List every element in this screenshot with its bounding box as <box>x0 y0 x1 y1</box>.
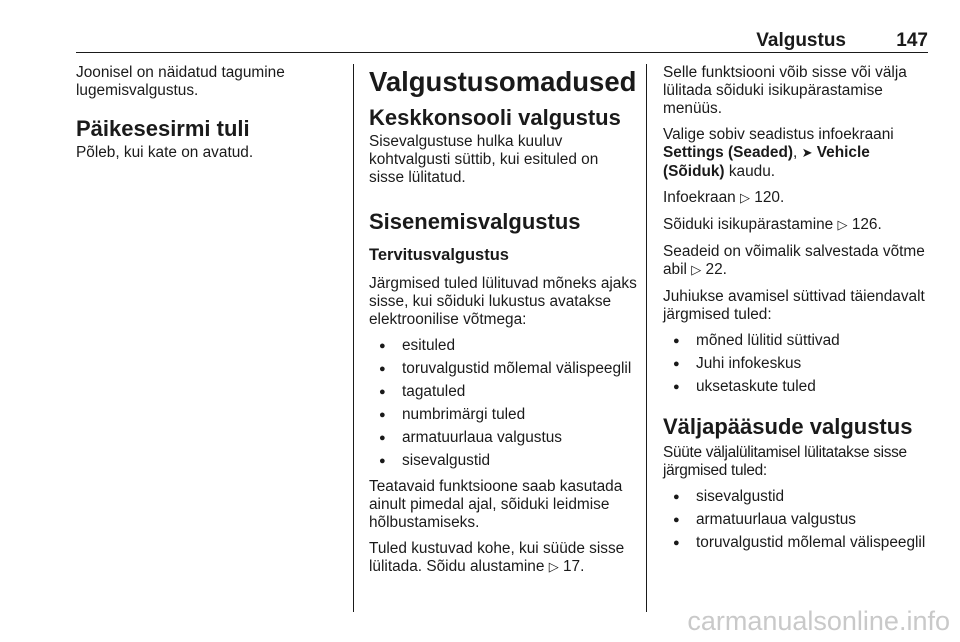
driver-door-lights-list <box>663 332 931 396</box>
page-reference[interactable]: 22. <box>705 261 727 278</box>
list-item: ● toruvalgustid mõlemal välispeeglil <box>369 360 637 378</box>
list-item: ● armatuurlaua valgustus <box>369 429 637 447</box>
column-divider-1 <box>353 64 354 612</box>
heading-console-lighting: Keskkonsooli valgustus <box>369 105 621 130</box>
page-reference-icon: ▷ <box>548 560 559 575</box>
reading-light-text: Joonisel on näidatud tagumine lugemisvalgustus. <box>76 64 285 99</box>
section-title: Valgustus <box>756 30 846 51</box>
page-number: 147 <box>896 30 928 51</box>
page-reference[interactable]: 126. <box>851 216 882 233</box>
heading-exit-lighting: Väljapääsude valgustus <box>663 414 913 439</box>
page-reference[interactable]: 17. <box>562 558 585 575</box>
header-divider <box>76 52 928 53</box>
list-item: ● sisevalgustid <box>369 452 637 470</box>
column-divider-2 <box>646 64 647 612</box>
heading-sun-visor-light: Päikesesirmi tuli <box>76 116 250 141</box>
driver-door-text: Juhiukse avamisel süttivad täiendavalt järgmised tuled: <box>663 288 925 323</box>
page-reference-icon: ▷ <box>837 218 848 233</box>
settings-menu-label: Settings (Seaded) <box>663 144 793 161</box>
list-item: ● tagatuled <box>369 383 637 401</box>
lights-off-text: Tuled kustuvad kohe, kui süüde sisse lülitada. Sõidu alustamine ▷ 17. <box>369 540 625 575</box>
toggle-function-text: Selle funktsiooni võib sisse või välja lülitada sõiduki isikupärastamise menüüs. <box>663 64 907 117</box>
sun-visor-text: Põleb, kui kate on avatud. <box>76 144 254 161</box>
welcome-lights-list <box>369 337 637 470</box>
personalization-ref: Sõiduki isikupärastamine ▷ 126. <box>663 216 882 233</box>
exit-lighting-text: Süüte väljalülitamisel lülitatakse sisse järgmised tuled: <box>663 444 907 479</box>
column-2 <box>369 64 637 585</box>
darkness-note-text: Teatavaid funktsioone saab kasutada ainult pimedal ajal, sõiduki leidmise hõlbustamiseks. <box>369 478 623 531</box>
list-item: ● Juhi infokeskus <box>663 355 931 373</box>
list-item: ● uksetaskute tuled <box>663 378 931 396</box>
welcome-lighting-text: Järgmised tuled lülituvad mõneks ajaks sisse, kui sõiduki lukustus avatakse elektroonilise võtmega: <box>369 275 637 328</box>
exit-lights-list <box>663 488 931 552</box>
watermark: carmanualsonline.info <box>687 606 950 636</box>
column-1 <box>76 64 344 170</box>
page-reference[interactable]: 120. <box>754 189 785 206</box>
key-settings-ref: Seadeid on võimalik salvestada võtme abil ▷ 22. <box>663 243 925 278</box>
heading-lighting-features: Valgustusomadused <box>369 66 637 97</box>
console-lighting-text: Sisevalgustuse hulka kuuluv kohtvalgusti süttib, kui esituled on sisse lülitatud. <box>369 133 599 186</box>
page-header <box>76 30 928 52</box>
column-3 <box>663 64 931 560</box>
info-display-ref: Infoekraan ▷ 120. <box>663 189 785 206</box>
vehicle-menu-label: Vehicle (Sõiduk) <box>663 144 870 180</box>
list-item: ● toruvalgustid mõlemal välispeeglil <box>663 534 931 552</box>
page-reference-icon: ▷ <box>691 263 702 278</box>
settings-path-text: Valige sobiv seadistus infoekraani Settings (Seaded), ➤ Vehicle (Sõiduk) kaudu. <box>663 126 894 180</box>
list-item: ● mõned lülitid süttivad <box>663 332 931 350</box>
heading-entry-lighting: Sisenemisvalgustus <box>369 209 581 234</box>
list-item: ● esituled <box>369 337 637 355</box>
list-item: ● sisevalgustid <box>663 488 931 506</box>
menu-arrow-icon: ➤ <box>801 146 813 161</box>
heading-welcome-lighting: Tervitusvalgustus <box>369 246 509 264</box>
page-reference-icon: ▷ <box>740 191 751 206</box>
list-item: ● armatuurlaua valgustus <box>663 511 931 529</box>
list-item: ● numbrimärgi tuled <box>369 406 637 424</box>
